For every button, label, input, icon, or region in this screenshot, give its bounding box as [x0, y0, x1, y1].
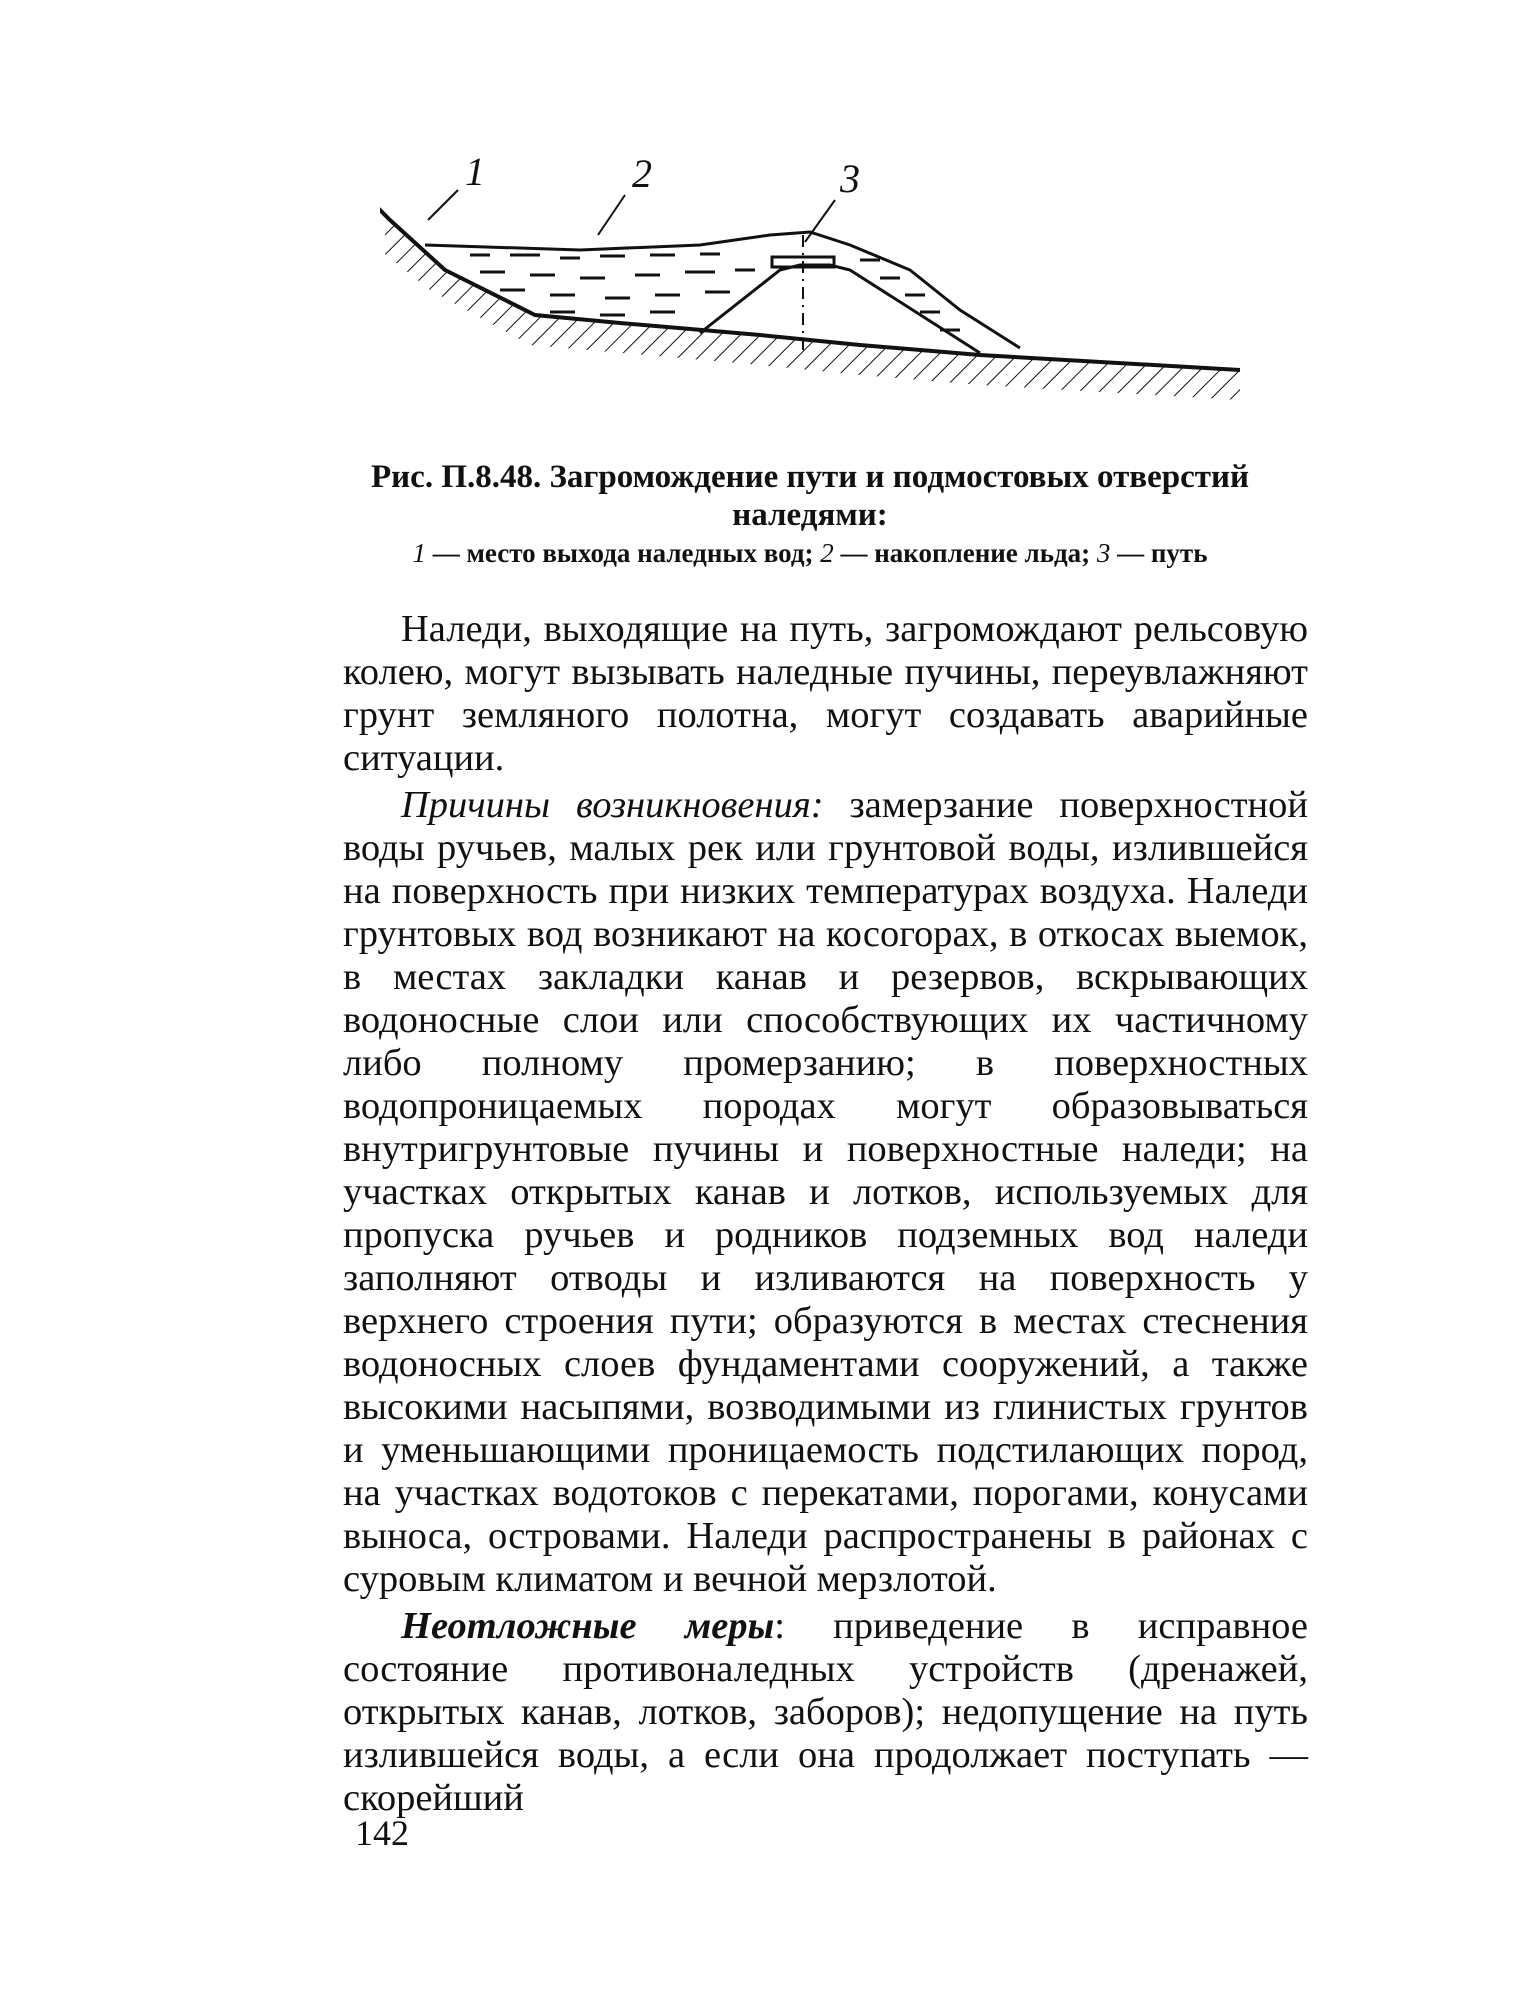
paragraph-3-lead: Неотложные меры — [401, 1605, 775, 1647]
legend-num-2: 2 — [820, 538, 834, 568]
legend-text-3: — путь — [1110, 538, 1208, 568]
figure-ice-embankment — [380, 149, 1280, 420]
paragraph-2 — [343, 784, 1308, 1601]
page-number: 142 — [355, 1813, 409, 1853]
body-text — [343, 608, 1308, 1820]
paragraph-3-text: : приведение в исправное состояние противоналедных устройств (дренажей, открытых канав, лотков, заборов); недопущение на путь излившейся воды, а если она продолжает поступать — скорейший — [343, 1605, 1308, 1819]
figure-label-1: 1 — [465, 149, 485, 194]
figure-label-2: 2 — [632, 151, 652, 196]
figure-caption — [330, 458, 1290, 570]
paragraph-1: Наледи, выходящие на путь, загромождают рельсовую колею, могут вызывать наледные пучины, переувлажняют грунт земляного полотна, могут создавать аварийные ситуации. — [343, 608, 1308, 779]
paragraph-2-text: замерзание поверхностной воды ручьев, малых рек или грунтовой воды, излившейся на поверхность при низких температурах воздуха. Наледи грунтовых вод возникают на косогорах, в откосах выемок, в местах закладки канав и резервов, вскрывающих водоносные слои или способствующих их частичному либо полному промерзанию; в поверхностных водопроницаемых породах могут образовываться внутригрунтовые пучины и поверхностные наледи; на участках открытых канав и лотков, используемых для пропуска ручьев и родников подземных вод наледи заполняют отводы и изливаются на поверхность у верхнего строения пути; образуются в местах стеснения водоносных слоев фундаментами сооружений, а также высокими насыпями, возводимыми из глинистых грунтов и уменьшающими проницаемость подстилающих пород, на участках водотоков с перекатами, порогами, конусами выноса, островами. Наледи распространены в районах с суровым климатом и вечной мерзлотой. — [343, 784, 1308, 1600]
legend-num-1: 1 — [412, 538, 426, 568]
legend-text-1: — место выхода наледных вод; — [426, 538, 821, 568]
caption-legend — [330, 536, 1290, 570]
figure-label-3: 3 — [840, 156, 860, 201]
paragraph-3 — [343, 1605, 1308, 1820]
legend-num-3: 3 — [1096, 538, 1111, 568]
ice-diagram — [380, 160, 1280, 420]
legend-text-2: — накопление льда; — [833, 538, 1097, 568]
caption-title: Рис. П.8.48. Загромождение пути и подмостовых отверстий наледями: — [371, 459, 1249, 533]
paragraph-2-lead: Причины возникновения: — [401, 784, 824, 826]
